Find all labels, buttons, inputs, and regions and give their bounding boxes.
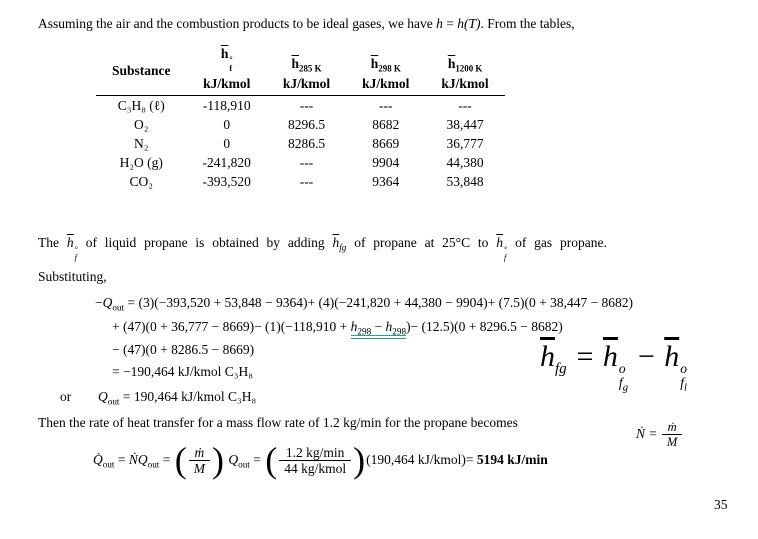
column-header-hf (187, 46, 267, 96)
intro-text-b: . From the tables, (480, 16, 575, 31)
unit-label: kJ/kmol (203, 76, 251, 92)
mdot-over-M-fraction: $\frac{ṁ}{M}$ (189, 445, 210, 477)
value-cell: --- (379, 97, 393, 113)
close-paren: ) (353, 440, 366, 481)
enthalpy-function-symbol: h(T) (457, 16, 481, 31)
value-cell: 9364 (372, 173, 400, 189)
page-number: 35 (714, 497, 728, 512)
value-cell: 0 (223, 135, 231, 151)
h1200-symbol: $\overline{h}_{1200 K}$ (447, 55, 483, 74)
h285-symbol: $\overline{h}_{285 K}$ (291, 55, 322, 74)
value-cell: --- (299, 154, 314, 170)
ndot-definition-annotation: Ṅ = $\frac{ṁ}{M}$ (636, 420, 683, 450)
substance-cell: N₂ (134, 135, 149, 151)
final-result-value: 5194 kJ/min (476, 451, 548, 467)
column-header-substance: Substance (96, 46, 187, 96)
table-row (96, 172, 505, 191)
unit-label: kJ/kmol (362, 76, 410, 92)
value-cell: --- (299, 97, 314, 113)
value-cell: 8286.5 (287, 135, 326, 151)
value-cell: 36,777 (446, 135, 484, 151)
rate-intro-paragraph: Then the rate of heat transfer for a mass flow rate of 1.2 kg/min for the propane becomes (38, 415, 518, 431)
equation-line-3: − (47)(0 + 8286.5 − 8669) (112, 342, 255, 358)
column-header-h298 (346, 46, 425, 96)
value-cell: 8296.5 (287, 116, 326, 132)
hf-liquid-symbol: $\overline{h}$ ° f (66, 235, 78, 263)
table-row (96, 153, 505, 172)
ndot-qout-symbol: $ṄQ_{out}$ (128, 451, 160, 470)
properties-table (96, 46, 505, 191)
table-row (96, 134, 505, 153)
mass-flow-fraction: $\frac{1.2 kg/\min}{\text{44 kg/kmol}}$ (279, 445, 351, 477)
hf-symbol: $\overline{h}$ ° f (220, 46, 233, 73)
enthalpy-symbol: h (436, 16, 443, 31)
value-cell: 8682 (372, 116, 400, 132)
qout-result-line: or $Q_{out} = 190,464$ kJ/kmol C₃H₈ (60, 388, 257, 407)
table-row (96, 115, 505, 134)
unit-label: kJ/kmol (282, 76, 331, 92)
substance-cell: O₂ (134, 116, 149, 132)
hfg-symbol: $\overline{h}_{fg}$ (332, 235, 347, 254)
value-cell: 0 (223, 116, 231, 132)
h298-underline-annotation: $h_{298} - h_{298}$ (351, 319, 406, 339)
substance-cell: H₂O (g) (119, 154, 163, 170)
value-cell: 8669 (372, 135, 400, 151)
table-row (96, 96, 505, 116)
value-cell: 53,848 (446, 173, 484, 189)
column-header-h1200 (425, 46, 504, 96)
value-cell: 38,447 (446, 116, 484, 132)
close-paren: ) (211, 440, 224, 481)
qdot-symbol: $Q̇_{out}$ (93, 451, 115, 470)
equation-line-2: + $(47)(0 + 36,777 - 8669)- (1)(-118,910 + h_{298} - h_{298})- (12.5)(0 + 8296.5 - 8682)$ (112, 316, 738, 340)
value-cell: 9904 (372, 154, 400, 170)
final-equation: $Q̇_{out}$ = $ṄQ_{out}$ = ( $\frac{ṁ}{M}$ ) $Q_{out}$ = ( $\frac{1.2 kg/\min}{\text{44 kg/kmol}}$ )(190,464 kJ/kmol)= 5194 kJ/min (93, 440, 548, 481)
intro-paragraph (38, 16, 738, 32)
column-header-h285 (267, 46, 346, 96)
h298-symbol: $\overline{h}_{298 K}$ (370, 55, 401, 74)
hfg-relation-annotation: $\overline{h}_{fg} = \overline{h}$ o $f_g$ − $\overline{h}$ o $f_l$ (540, 340, 687, 394)
intro-equals: = (442, 16, 458, 31)
table-header-row (96, 46, 505, 96)
value-cell: --- (458, 97, 472, 113)
open-paren: ( (174, 440, 187, 481)
substance-cell: C₃H₈ (ℓ) (117, 97, 165, 113)
substance-cell: CO₂ (129, 173, 153, 189)
hf-gas-symbol: $\overline{h}$ ° f (496, 235, 508, 263)
substituting-label: Substituting, (38, 268, 107, 284)
mdot-over-M-small-fraction: $\frac{ṁ}{M}$ (662, 420, 682, 450)
value-cell: 44,380 (446, 154, 484, 170)
equation-line-1: $-Q_{out} = (3)(-393,520 + 53,848 - 9364)+ (4)(-241,820 + 44,380 - 9904)+ (7.5)(0 + 38,447 - 8682)$ (95, 294, 634, 313)
equation-line-4: = −190,464 kJ/kmol C₃H₈ (112, 364, 253, 380)
unit-label: kJ/kmol (441, 76, 489, 92)
open-paren: ( (265, 440, 278, 481)
value-cell: -393,520 (202, 173, 251, 189)
explanation-paragraph: The $\overline{h}$ ° f of liquid propane is obtained by adding $\overline{h}_{fg}$ of propane at 25°C to $\overline{h}$ ° f of gas propane. (38, 235, 607, 263)
qout-symbol: $Q_{out}$ (228, 451, 250, 470)
value-cell: -118,910 (202, 97, 251, 113)
value-cell: --- (299, 173, 314, 189)
intro-text-a: Assuming the air and the combustion products to be ideal gases, we have (38, 16, 437, 31)
value-cell: -241,820 (202, 154, 251, 170)
